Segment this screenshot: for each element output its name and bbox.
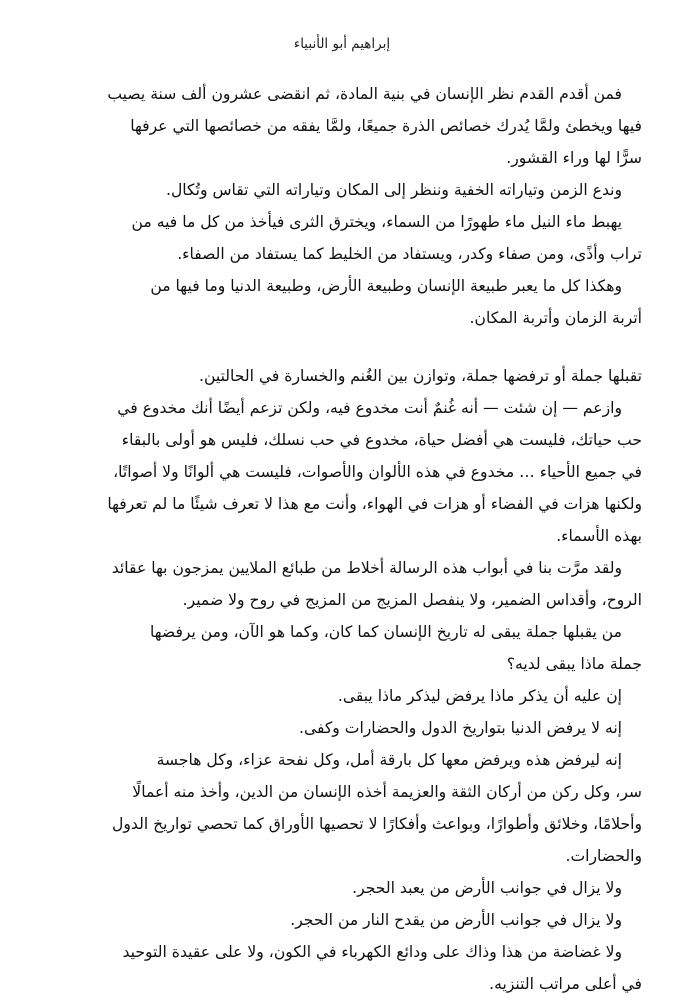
paragraph-line: ولكنها هزات في الفضاء أو هزات في الهواء، وأنت مع هذا لا تعرف شيئًا ما لم تعرفها <box>107 495 642 513</box>
paragraph-line: وهكذا كل ما يعبر طبيعة الإنسان وطبيعة الأرض، وطبيعة الدنيا وما فيها من <box>150 277 622 295</box>
paragraph-line: سر، وكل ركن من أركان الثقة والعزيمة أخذه الإنسان من الدين، وأخذ منه أعمالًا <box>132 783 642 801</box>
paragraph-line: تقبلها جملة أو ترفضها جملة، وتوازن بين الغُنم والخسارة في الحالتين. <box>199 367 642 385</box>
paragraph-line: فيها ويخطئ ولمَّا يُدرك خصائص الذرة جميعًا، ولمَّا يفقه من خصائصها التي عرفها <box>130 117 642 135</box>
paragraph-line: إنه ليرفض هذه ويرفض معها كل بارقة أمل، وكل نفحة عزاء، وكل هاجسة <box>156 751 622 769</box>
paragraph-line: أتربة الزمان وأتربة المكان. <box>469 309 642 327</box>
paragraph-line: والحضارات. <box>565 847 642 865</box>
paragraph-line: الروح، وأقداس الضمير، ولا ينفصل المزيج من المزيج في روح ولا ضمير. <box>182 591 642 609</box>
paragraph-line: ولا غضاضة من هذا وذاك على ودائع الكهرباء في الكون، ولا على عقيدة التوحيد <box>122 943 622 961</box>
paragraph-line: ولا يزال في جوانب الأرض من يعبد الحجر. <box>352 879 622 897</box>
paragraph-line: إنه لا يرفض الدنيا بتواريخ الدول والحضارات وكفى. <box>299 719 622 737</box>
running-header: إبراهيم أبو الأنبياء <box>293 36 391 52</box>
paragraph-line: ولا يزال في جوانب الأرض من يقدح النار من الحجر. <box>290 911 622 929</box>
paragraph-line: ولقد مرَّت بنا في أبواب هذه الرسالة أخلاط من طبائع الملايين يمزجون بها عقائد <box>111 559 622 577</box>
paragraph-line: إن عليه أن يذكر ماذا يرفض ليذكر ماذا يبقى. <box>337 687 622 705</box>
paragraph-line: فمن أقدم القدم نظر الإنسان في بنية المادة، ثم انقضى عشرون ألف سنة يصيب <box>107 85 622 103</box>
paragraph-line: في جميع الأحياء … مخدوع في هذه الألوان والأصوات، فليست هي ألوانًا ولا أصواتًا، <box>113 463 642 481</box>
paragraph-line: يهبط ماء النيل ماء طهورًا من السماء، ويخترق الثرى فيأخذ من كل ما فيه من <box>131 213 622 231</box>
paragraph-line: في أعلى مراتب التنزيه. <box>489 975 642 993</box>
paragraph-line: حب حياتك، فليست هي أفضل حياة، مخدوع في حب نسلك، فليس هو أولى بالبقاء <box>121 431 642 449</box>
paragraph-line: من يقبلها جملة يبقى له تاريخ الإنسان كما كان، وكما هو الآن، ومن يرفضها <box>149 623 622 641</box>
paragraph-line: بهذه الأسماء. <box>556 527 642 545</box>
paragraph-line: سرًّا لها وراء القشور. <box>506 149 642 167</box>
paragraph-line: وأحلامًا، وخلائق وأطوارًا، وبواعث وأفكارًا لا تحصيها الأوراق كما تحصي تواريخ الدول <box>112 815 642 833</box>
paragraph-line: جملة ماذا يبقى لديه؟ <box>506 655 642 673</box>
paragraph-line: تراب وأذًى، ومن صفاء وكدر، ويستفاد من الخليط كما يستفاد من الصفاء. <box>177 245 642 263</box>
paragraph-line: وندع الزمن وتياراته الخفية وننظر إلى المكان وتياراته التي تقاس وتُكال. <box>165 181 622 199</box>
paragraph-line: وازعم — إن شئت — أنه غُنمٌ أنت مخدوع فيه، ولكن تزعم أيضًا أنك مخدوع في <box>117 399 622 417</box>
